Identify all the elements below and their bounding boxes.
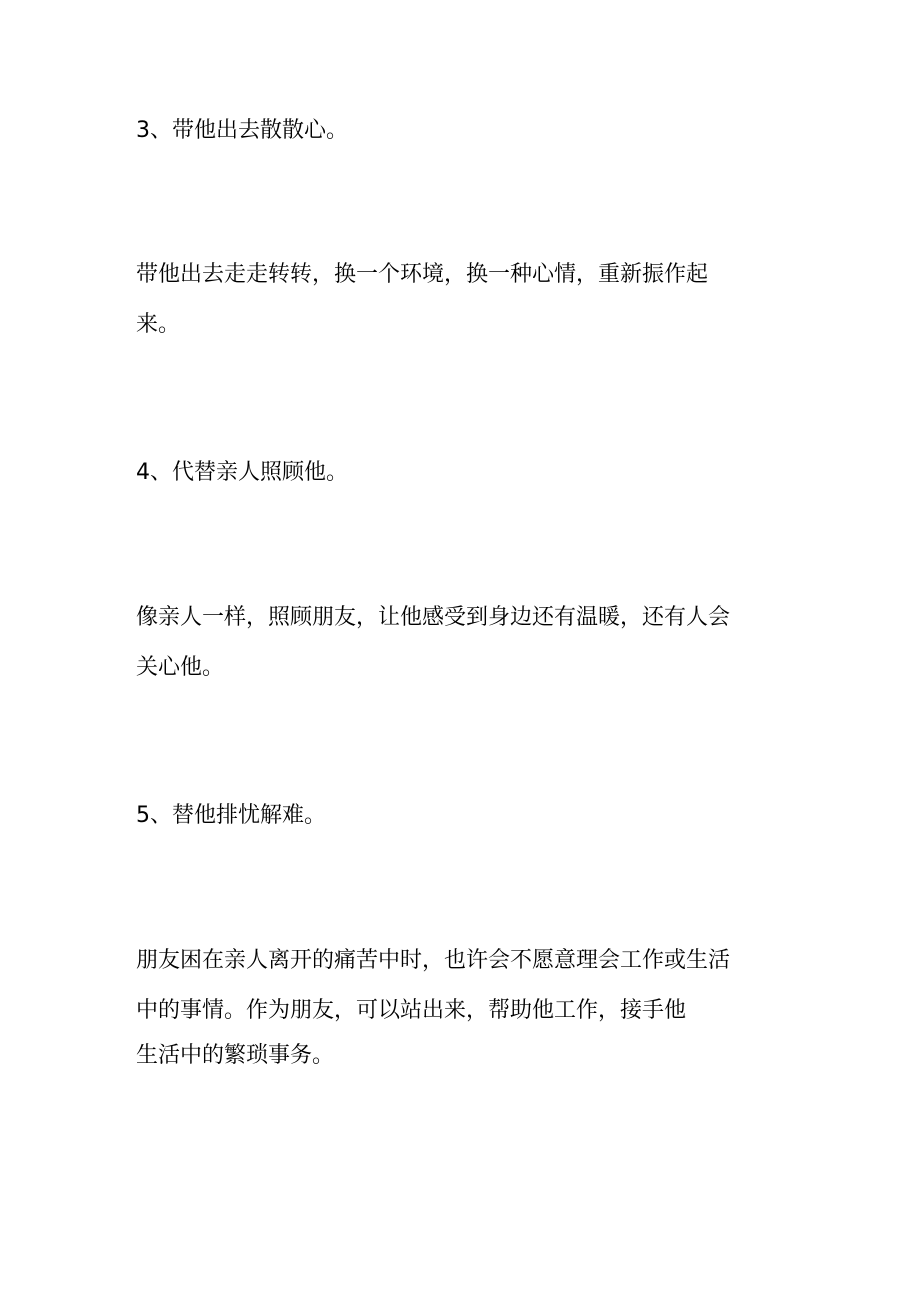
- section-3-body-line-1: 带他出去走走转转，换一个环境，换一种心情，重新振作起: [136, 262, 709, 287]
- section-4-heading: 4、代替亲人照顾他。: [136, 460, 348, 485]
- section-5-body-line-2: 中的事情。作为朋友，可以站出来，帮助他工作，接手他: [136, 998, 687, 1023]
- section-3-heading: 3、带他出去散散心。: [136, 118, 348, 143]
- section-5-heading: 5、替他排忧解难。: [136, 803, 326, 828]
- section-4-body-line-1: 像亲人一样，照顾朋友，让他感受到身边还有温暖，还有人会: [136, 605, 731, 630]
- section-5-body-line-1: 朋友困在亲人离开的痛苦中时，也许会不愿意理会工作或生活: [136, 948, 731, 973]
- section-5-body-line-3: 生活中的繁琐事务。: [136, 1043, 335, 1068]
- section-3-body-line-2: 来。: [136, 312, 181, 337]
- section-4-body-line-2: 关心他。: [136, 655, 225, 680]
